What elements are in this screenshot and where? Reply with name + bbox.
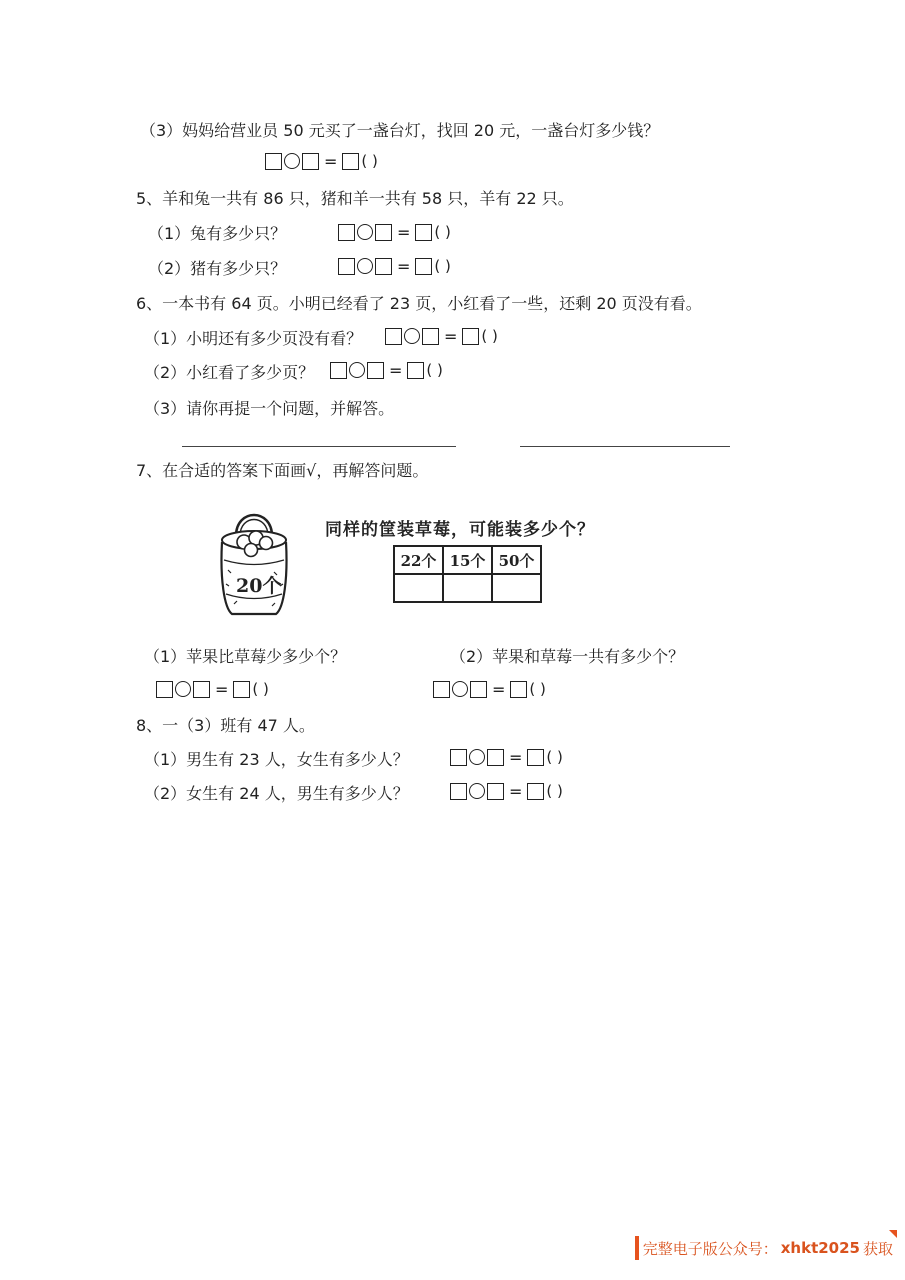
q5-part1-text: （1）兔有多少只？	[148, 224, 287, 243]
unit-paren: ( )	[481, 327, 498, 345]
q7-part1-text: （1）苹果比草莓少多少个？	[144, 647, 347, 666]
answer-box	[415, 258, 432, 275]
answer-box	[193, 681, 210, 698]
answer-box	[367, 362, 384, 379]
equals-sign: =	[389, 360, 403, 380]
answer-box	[487, 783, 504, 800]
equals-sign: =	[397, 222, 411, 242]
answer-box	[338, 224, 355, 241]
answer-box	[433, 681, 450, 698]
answer-box	[375, 224, 392, 241]
equation-template	[338, 255, 451, 277]
q8-part1-text: （1）男生有 23 人，女生有多少人？	[144, 750, 409, 769]
answer-box	[510, 681, 527, 698]
apple-basket-illustration	[214, 508, 294, 620]
equals-sign: =	[397, 256, 411, 276]
equation-template	[450, 746, 563, 768]
equation-template	[338, 221, 451, 243]
q8-text: 8、一（3）班有 47 人。	[136, 716, 315, 735]
operator-circle	[404, 328, 420, 344]
footer-suffix: 获取	[862, 1239, 893, 1258]
equation-template	[156, 678, 269, 700]
equation-template	[330, 359, 443, 381]
equals-sign: =	[509, 747, 523, 767]
footer-prefix: 完整电子版公众号：	[642, 1239, 778, 1258]
equals-sign: =	[444, 326, 458, 346]
q5-text: 5、羊和兔一共有 86 只，猪和羊一共有 58 只，羊有 22 只。	[136, 189, 574, 208]
check-cell[interactable]	[492, 574, 541, 602]
q4-part3-text: （3）妈妈给营业员 50 元买了一盏台灯，找回 20 元，一盏台灯多少钱？	[140, 121, 660, 140]
q7-text: 7、在合适的答案下面画√，再解答问题。	[136, 461, 429, 480]
q6-part1-text: （1）小明还有多少页没有看？	[144, 329, 363, 348]
answer-box	[265, 153, 282, 170]
basket-count-label: 20个	[236, 575, 282, 597]
answer-box	[375, 258, 392, 275]
answer-options-table	[393, 545, 542, 603]
unit-paren: ( )	[546, 748, 563, 766]
equals-sign: =	[509, 781, 523, 801]
answer-box	[233, 681, 250, 698]
unit-paren: ( )	[434, 223, 451, 241]
answer-box	[302, 153, 319, 170]
option-cell: 22个	[394, 546, 443, 574]
operator-circle	[452, 681, 468, 697]
answer-box	[527, 749, 544, 766]
operator-circle	[357, 258, 373, 274]
footer-banner	[635, 1236, 893, 1260]
equals-sign: =	[324, 151, 338, 171]
equation-template	[385, 325, 498, 347]
footer-accent-bar	[635, 1236, 639, 1260]
unit-paren: ( )	[434, 257, 451, 275]
footer-account: xhkt2025	[780, 1239, 860, 1257]
footer-corner-mark	[889, 1230, 897, 1238]
answer-line	[520, 446, 730, 447]
answer-box	[527, 783, 544, 800]
answer-box	[385, 328, 402, 345]
unit-paren: ( )	[361, 152, 378, 170]
answer-box	[407, 362, 424, 379]
answer-box	[338, 258, 355, 275]
equation-template	[450, 780, 563, 802]
answer-box	[470, 681, 487, 698]
answer-box	[462, 328, 479, 345]
answer-box	[422, 328, 439, 345]
check-cell[interactable]	[443, 574, 492, 602]
unit-paren: ( )	[546, 782, 563, 800]
q5-part2-text: （2）猪有多少只？	[148, 259, 287, 278]
equation-template	[433, 678, 546, 700]
answer-box	[415, 224, 432, 241]
answer-box	[487, 749, 504, 766]
q6-part3-text: （3）请你再提一个问题，并解答。	[144, 399, 395, 418]
unit-paren: ( )	[529, 680, 546, 698]
option-cell: 50个	[492, 546, 541, 574]
operator-circle	[175, 681, 191, 697]
answer-line	[182, 446, 456, 447]
operator-circle	[349, 362, 365, 378]
equals-sign: =	[492, 679, 506, 699]
equation-template	[265, 150, 378, 172]
option-cell: 15个	[443, 546, 492, 574]
q8-part2-text: （2）女生有 24 人，男生有多少人？	[144, 784, 409, 803]
answer-box	[450, 783, 467, 800]
unit-paren: ( )	[426, 361, 443, 379]
operator-circle	[357, 224, 373, 240]
q6-part2-text: （2）小红看了多少页？	[144, 363, 315, 382]
operator-circle	[469, 749, 485, 765]
q7-part2-text: （2）苹果和草莓一共有多少个？	[450, 647, 685, 666]
answer-box	[450, 749, 467, 766]
operator-circle	[284, 153, 300, 169]
answer-box	[156, 681, 173, 698]
check-cell[interactable]	[394, 574, 443, 602]
figure-question: 同样的筐装草莓，可能装多少个？	[325, 520, 595, 540]
equals-sign: =	[215, 679, 229, 699]
answer-box	[342, 153, 359, 170]
operator-circle	[469, 783, 485, 799]
unit-paren: ( )	[252, 680, 269, 698]
answer-box	[330, 362, 347, 379]
q6-text: 6、一本书有 64 页。小明已经看了 23 页，小红看了一些，还剩 20 页没有看。	[136, 294, 702, 313]
